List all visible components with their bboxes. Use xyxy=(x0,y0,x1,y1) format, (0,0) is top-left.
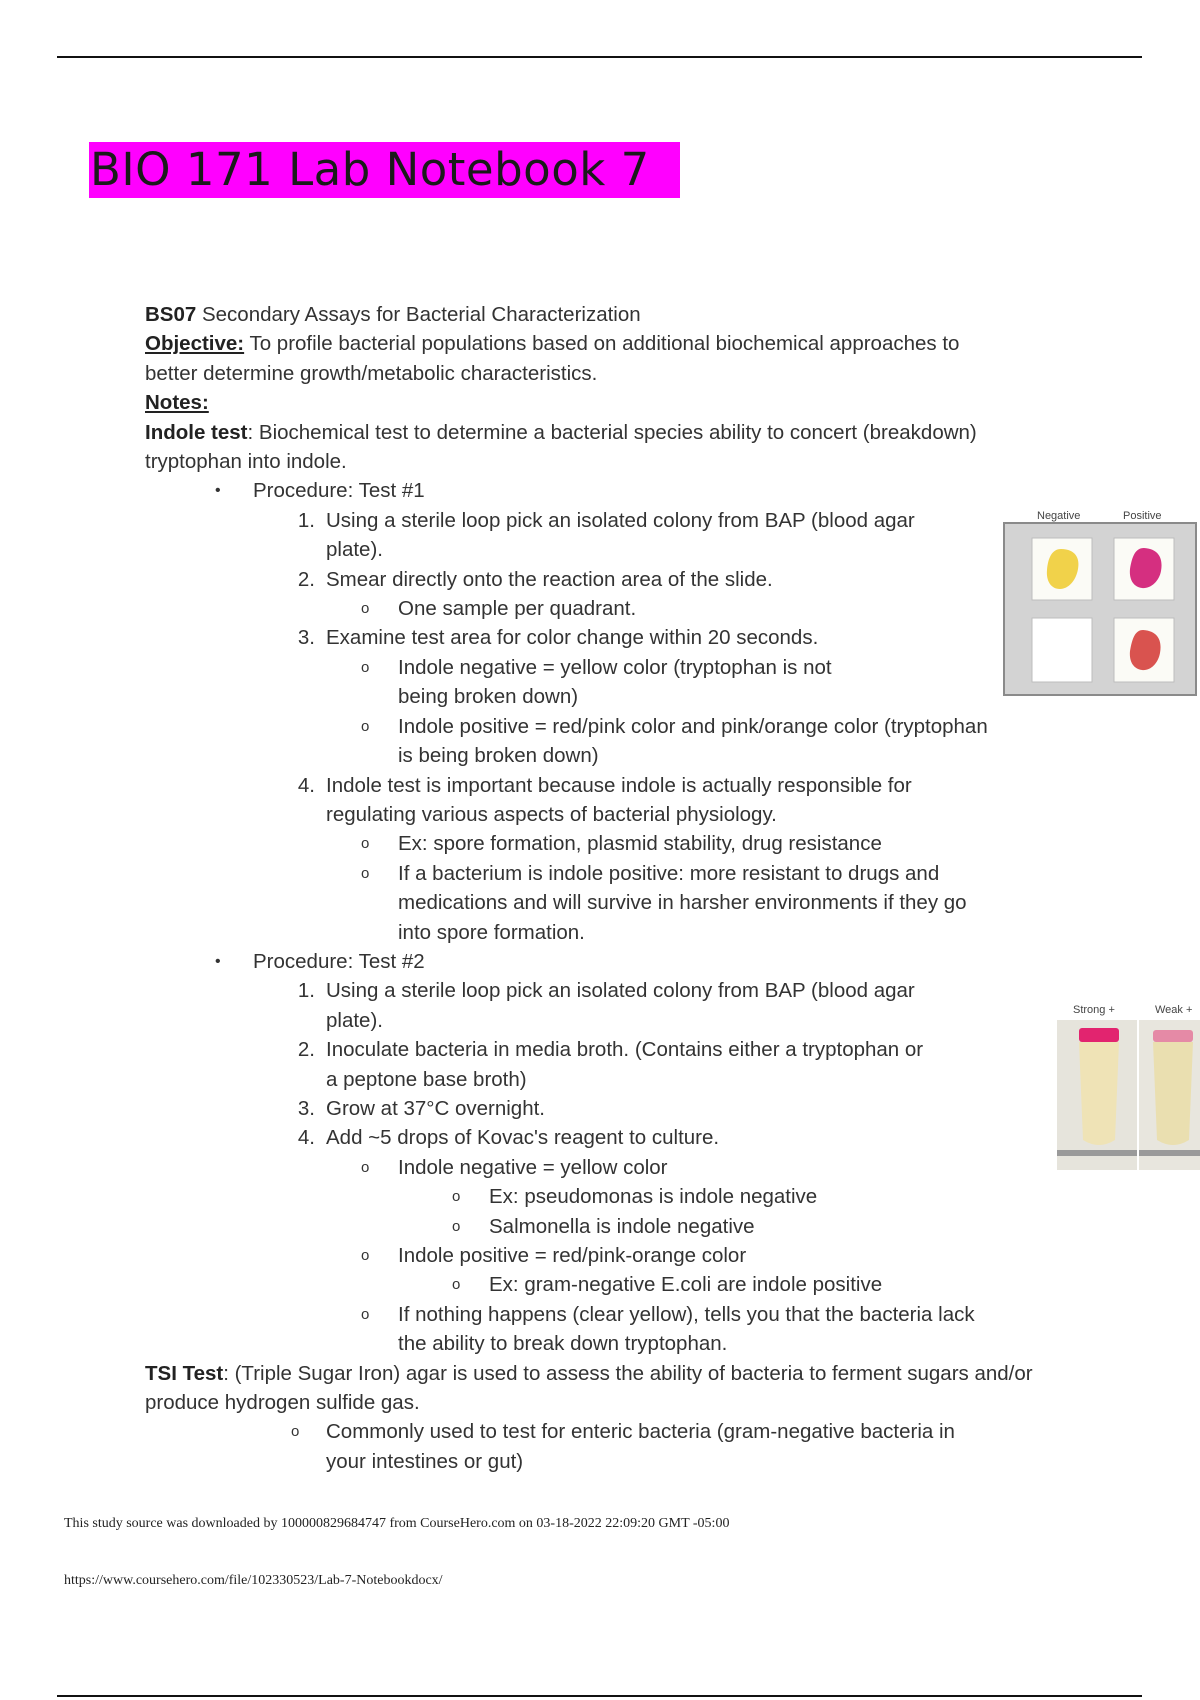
test1-step3-positive-cont: is being broken down) xyxy=(398,744,599,768)
section-title: Secondary Assays for Bacterial Characterization xyxy=(196,303,641,326)
section-code: BS07 xyxy=(145,303,197,326)
test1-step4-cont: regulating various aspects of bacterial physiology. xyxy=(326,802,777,826)
test2-negative xyxy=(145,1153,1085,1182)
step-text: Add ~5 drops of Kovac's reagent to culture. xyxy=(326,1126,720,1150)
step-text: Indole test is important because indole is actually responsible for xyxy=(326,773,912,797)
test2-step1 xyxy=(145,976,1085,1005)
sub-text: If nothing happens (clear yellow), tells you that the bacteria lack xyxy=(398,1302,975,1326)
step-number: 1. xyxy=(297,508,315,532)
notes-label xyxy=(145,388,1085,417)
test1-step2-sub xyxy=(145,594,1085,623)
test1-step4 xyxy=(145,771,1085,800)
tsi-sub xyxy=(145,1417,1085,1446)
test1-step4-if xyxy=(145,859,1085,888)
sub-text: Indole negative = yellow color (tryptophan is not xyxy=(398,655,832,679)
step-number: 4. xyxy=(297,1126,315,1150)
test2-negative-example-2 xyxy=(145,1212,1085,1241)
sub-text: Ex: pseudomonas is indole negative xyxy=(489,1185,818,1209)
indole-definition-line-1 xyxy=(145,418,1085,447)
sub-text: Ex: gram-negative E.coli are indole positive xyxy=(489,1273,883,1297)
test1-title-text: Procedure: Test #1 xyxy=(253,479,425,503)
step-text: Using a sterile loop pick an isolated colony from BAP (blood agar xyxy=(326,979,915,1003)
test2-title-text: Procedure: Test #2 xyxy=(253,949,425,973)
tsi-label: TSI Test xyxy=(145,1361,224,1385)
sub-text: One sample per quadrant. xyxy=(398,597,637,621)
circle-marker: o xyxy=(361,658,370,676)
strong-reagent-layer xyxy=(1079,1028,1119,1042)
test2-negative-example-1 xyxy=(145,1182,1085,1211)
objective-line-2: better determine growth/metabolic characteristics. xyxy=(145,361,598,385)
circle-marker: o xyxy=(361,864,370,882)
test1-title xyxy=(145,476,1085,505)
test2-step1-cont: plate). xyxy=(326,1008,383,1032)
objective-text: To profile bacterial populations based on additional biochemical approaches to xyxy=(244,332,960,356)
indole-definition-line-2: tryptophan into indole. xyxy=(145,450,347,474)
notebook-body xyxy=(145,300,1085,1476)
test1-step3-positive xyxy=(145,712,1085,741)
bottom-rule xyxy=(57,1695,1142,1697)
test1-step1 xyxy=(145,506,1085,535)
negative-label: Negative xyxy=(1037,510,1081,522)
circle-marker: o xyxy=(361,1305,370,1323)
test1-step4-example xyxy=(145,829,1085,858)
circle-marker: o xyxy=(291,1423,300,1441)
circle-marker: o xyxy=(452,1188,461,1206)
bullet-marker: • xyxy=(215,482,221,500)
test2-step3 xyxy=(145,1094,1085,1123)
circle-marker: o xyxy=(361,835,370,853)
sub-text: Commonly used to test for enteric bacteria (gram-negative bacteria in xyxy=(326,1420,955,1444)
test2-title xyxy=(145,947,1085,976)
positive-label: Positive xyxy=(1123,510,1162,522)
objective-label: Objective: xyxy=(145,332,245,356)
step-text: Using a sterile loop pick an isolated colony from BAP (blood agar xyxy=(326,508,915,532)
test2-step2-cont: a peptone base broth) xyxy=(326,1067,527,1091)
test1-step2 xyxy=(145,565,1085,594)
source-url: https://www.coursehero.com/file/102330523/Lab-7-Notebookdocx/ xyxy=(64,1573,443,1588)
document-title: BIO 171 Lab Notebook 7 xyxy=(89,142,680,198)
rack-bar xyxy=(1057,1150,1137,1156)
circle-marker: o xyxy=(452,1217,461,1235)
tsi-definition-line-1 xyxy=(145,1359,1085,1388)
indole-slide-figure xyxy=(1002,503,1198,696)
test1-step4-if-cont2: into spore formation. xyxy=(398,920,585,944)
circle-marker: o xyxy=(361,717,370,735)
circle-marker: o xyxy=(361,600,370,618)
step-number: 4. xyxy=(297,773,315,797)
weak-positive-label: Weak + xyxy=(1155,1004,1193,1016)
strong-positive-label: Strong + xyxy=(1073,1004,1115,1016)
step-text: Grow at 37°C overnight. xyxy=(326,1096,545,1120)
step-number: 2. xyxy=(297,1038,315,1062)
notes-label-text: Notes: xyxy=(145,391,209,415)
section-heading xyxy=(145,300,1085,329)
indole-label: Indole test xyxy=(145,420,248,444)
test1-step3-negative-cont: being broken down) xyxy=(398,685,579,709)
test2-nothing xyxy=(145,1300,1085,1329)
test2-step2 xyxy=(145,1035,1085,1064)
top-rule xyxy=(57,56,1142,58)
test2-step4 xyxy=(145,1123,1085,1152)
test1-step3 xyxy=(145,623,1085,652)
test1-step4-if-cont: medications and will survive in harsher environments if they go xyxy=(398,891,967,915)
sub-text: Salmonella is indole negative xyxy=(489,1214,755,1238)
test2-positive-example xyxy=(145,1270,1085,1299)
sub-text: Indole positive = red/pink color and pink/orange color (tryptophan xyxy=(398,714,988,738)
step-text: Smear directly onto the reaction area of the slide. xyxy=(326,567,773,591)
weak-reagent-layer xyxy=(1153,1030,1193,1042)
tsi-sub-cont: your intestines or gut) xyxy=(326,1449,524,1473)
test1-step3-negative xyxy=(145,653,1085,682)
tsi-definition-text: : (Triple Sugar Iron) agar is used to assess the ability of bacteria to ferment sugars and/or xyxy=(223,1361,1033,1385)
negative-well-bottom xyxy=(1032,618,1092,682)
sub-text: If a bacterium is indole positive: more resistant to drugs and xyxy=(398,861,940,885)
indole-definition-text: : Biochemical test to determine a bacterial species ability to concert (breakdown) xyxy=(247,420,977,444)
test1-step1-cont: plate). xyxy=(326,538,383,562)
circle-marker: o xyxy=(452,1276,461,1294)
test2-positive xyxy=(145,1241,1085,1270)
strong-tube-broth xyxy=(1079,1042,1119,1145)
download-note: This study source was downloaded by 100000829684747 from CourseHero.com on 03-18-2022 22:09:20 GMT -05:00 xyxy=(64,1516,730,1531)
step-text: Inoculate bacteria in media broth. (Contains either a tryptophan or xyxy=(326,1038,924,1062)
objective-line-1 xyxy=(145,329,1085,358)
step-number: 3. xyxy=(297,626,315,650)
step-number: 1. xyxy=(297,979,315,1003)
step-text: Examine test area for color change within 20 seconds. xyxy=(326,626,819,650)
bullet-marker: • xyxy=(215,952,221,970)
circle-marker: o xyxy=(361,1158,370,1176)
rack-bar xyxy=(1139,1150,1200,1156)
sub-text: Indole negative = yellow color xyxy=(398,1155,668,1179)
step-number: 3. xyxy=(297,1096,315,1120)
test2-nothing-cont: the ability to break down tryptophan. xyxy=(398,1332,728,1356)
weak-tube-broth xyxy=(1153,1042,1193,1145)
indole-tube-figure xyxy=(1057,1000,1200,1170)
tsi-definition-line-2: produce hydrogen sulfide gas. xyxy=(145,1391,420,1415)
circle-marker: o xyxy=(361,1247,370,1264)
step-number: 2. xyxy=(297,567,315,591)
sub-text: Ex: spore formation, plasmid stability, drug resistance xyxy=(398,832,882,856)
sub-text: Indole positive = red/pink-orange color xyxy=(398,1244,747,1267)
